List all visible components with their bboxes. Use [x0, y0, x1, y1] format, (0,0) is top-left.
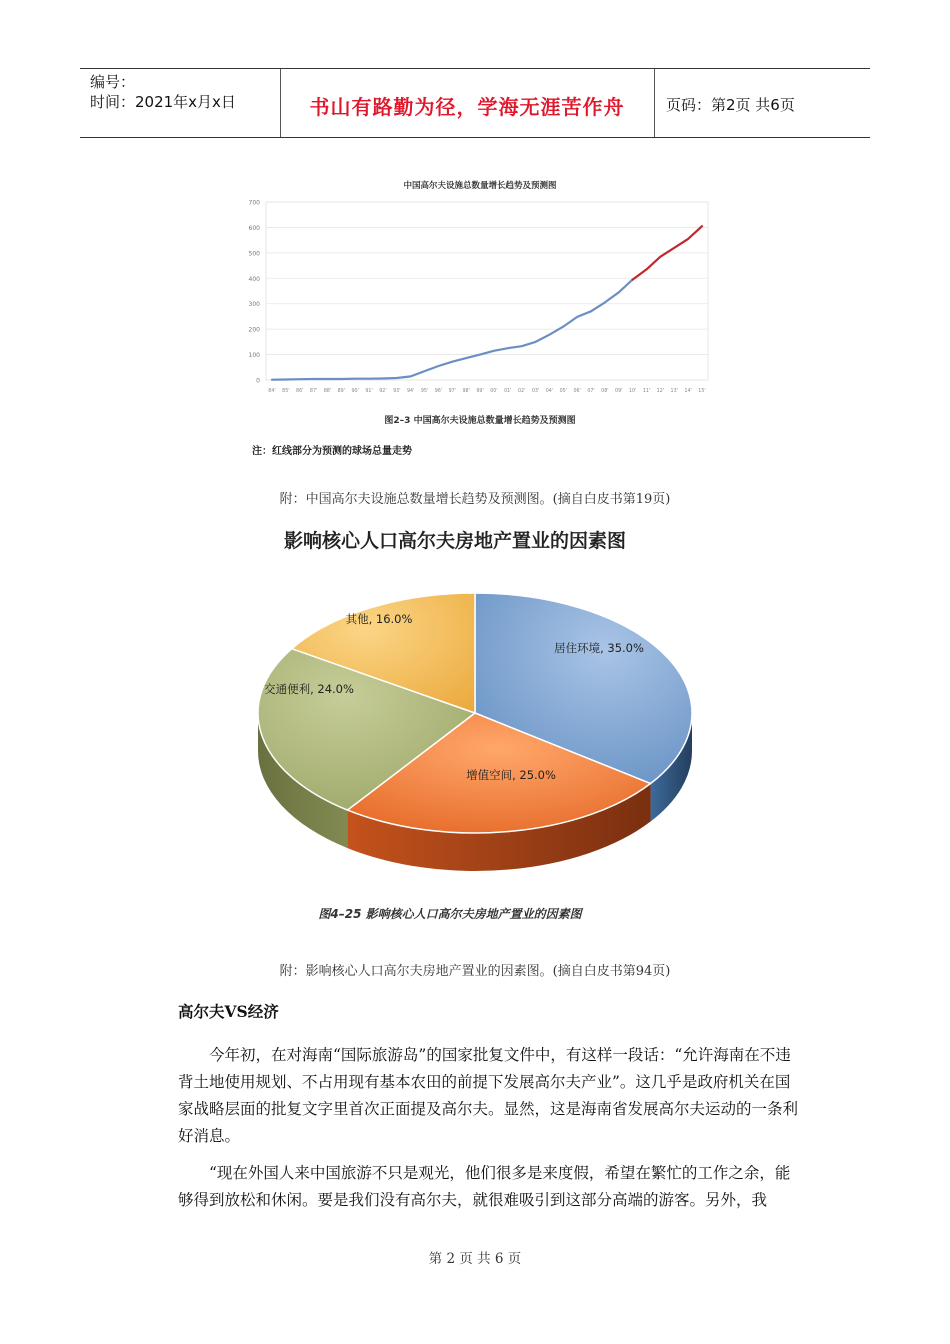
- figure-inner-caption: 图2–3 中国高尔夫设施总数量增长趋势及预测图: [384, 416, 576, 426]
- slice-other-label: 其他, 16.0%: [345, 612, 413, 626]
- doc-number-label: 编号：: [90, 73, 136, 91]
- header-motto: 书山有路勤为径，学海无涯苦作舟: [309, 95, 625, 119]
- y-tick-label: 300: [248, 301, 260, 309]
- x-tick-label: 09': [615, 389, 623, 394]
- y-axis-ticks: [249, 200, 261, 385]
- y-tick-label: 500: [248, 250, 260, 258]
- x-tick-label: 89': [337, 389, 346, 394]
- figure-line-chart: [240, 170, 720, 470]
- x-tick-label: 11': [642, 389, 651, 394]
- section-heading: 高尔夫VS经济: [178, 1002, 279, 1021]
- y-tick-label: 0: [256, 377, 260, 385]
- x-tick-label: 07': [587, 389, 595, 394]
- chart-series: [272, 226, 702, 380]
- slice-transport-label: 交通便利, 24.0%: [264, 682, 354, 696]
- pie-slices: [258, 593, 692, 833]
- x-tick-label: 88': [323, 389, 332, 394]
- x-tick-label: 14': [684, 389, 692, 394]
- y-tick-label: 600: [248, 224, 260, 232]
- slice-value-appreciation-label: 增值空间, 25.0%: [466, 768, 556, 782]
- x-tick-label: 99': [476, 389, 484, 394]
- x-tick-label: 85': [282, 389, 290, 394]
- x-tick-label: 92': [379, 389, 387, 394]
- x-tick-label: 00': [490, 389, 498, 394]
- y-tick-label: 200: [248, 326, 260, 334]
- chart-title: 影响核心人口高尔夫房地产置业的因素图: [283, 530, 627, 552]
- x-tick-label: 86': [296, 389, 304, 394]
- x-tick-label: 08': [601, 389, 609, 394]
- figure-pie-chart: [240, 520, 880, 940]
- series-line-actual: [272, 280, 633, 380]
- y-tick-label: 700: [248, 199, 260, 207]
- paragraph-1: 今年初，在对海南“国际旅游岛”的国家批复文件中，有这样一段话：“允许海南在不违背土地使用规划、不占用现有基本农田的前提下发展高尔夫产业”。这几乎是政府机关在国家战略层面的批复文字里首次正面提及高尔夫。显然，这是海南省发展高尔夫运动的一条利好消息。: [178, 1046, 799, 1145]
- x-tick-label: 01': [504, 389, 512, 394]
- x-tick-label: 05': [559, 389, 568, 394]
- x-tick-label: 13': [670, 389, 678, 394]
- x-tick-label: 97': [448, 389, 457, 394]
- x-tick-label: 98': [462, 389, 470, 394]
- x-tick-label: 12': [656, 389, 665, 394]
- pie-chart: [240, 520, 880, 940]
- x-tick-label: 84': [268, 389, 276, 394]
- doc-time-label: 时间：2021年x月x日: [90, 93, 236, 111]
- x-tick-label: 04': [545, 389, 554, 394]
- x-tick-label: 91': [365, 389, 373, 394]
- x-tick-label: 87': [309, 389, 318, 394]
- slice-living-environment-label: 居住环境, 35.0%: [554, 641, 644, 655]
- y-tick-label: 400: [248, 275, 260, 283]
- header-page-label: 页码：第2页 共6页: [666, 96, 795, 114]
- page-footer: 第 2 页 共 6 页: [428, 1251, 522, 1267]
- x-axis-ticks: [268, 388, 705, 394]
- figure-inner-caption: 图4–25 影响核心人口高尔夫房地产置业的因素图: [318, 907, 582, 921]
- y-tick-label: 100: [248, 352, 260, 360]
- header-divider: [654, 69, 655, 137]
- x-tick-label: 03': [531, 389, 540, 394]
- line-chart: [240, 170, 720, 470]
- x-tick-label: 02': [517, 389, 526, 394]
- figure2-caption: 附：影响核心人口高尔夫房地产置业的因素图。(摘自白皮书第94页): [279, 964, 671, 979]
- x-tick-label: 93': [393, 389, 401, 394]
- page-header: [80, 68, 870, 138]
- x-tick-label: 90': [351, 389, 359, 394]
- figure1-caption: 附：中国高尔夫设施总数量增长趋势及预测图。(摘自白皮书第19页): [279, 492, 671, 507]
- x-tick-label: 06': [573, 389, 581, 394]
- paragraph-2: “现在外国人来中国旅游不只是观光，他们很多是来度假，希望在繁忙的工作之余，能够得到放松和休闲。要是我们没有高尔夫，就很难吸引到这部分高端的游客。另外，我: [178, 1164, 791, 1209]
- x-tick-label: 10': [628, 389, 637, 394]
- x-tick-label: 95': [420, 389, 429, 394]
- x-tick-label: 96': [434, 389, 443, 394]
- x-tick-label: 94': [406, 389, 415, 394]
- figure-note: 注：红线部分为预测的球场总量走势: [252, 446, 412, 457]
- x-tick-label: 15': [698, 389, 706, 394]
- chart-title: 中国高尔夫设施总数量增长趋势及预测图: [403, 181, 557, 191]
